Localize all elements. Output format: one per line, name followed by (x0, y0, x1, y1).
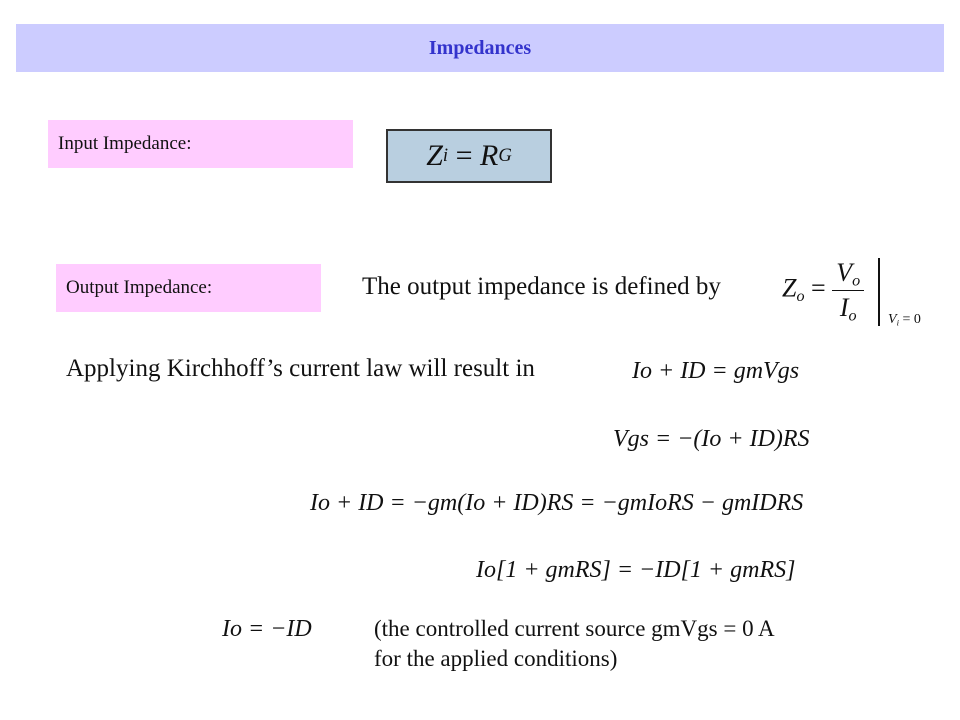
input-impedance-formula: Z i = R G (386, 129, 552, 183)
note-line-1: (the controlled current source gmVgs = 0 A (374, 616, 775, 641)
equation-3: Io + ID = −gm(Io + ID)RS = −gmIoRS − gmIDRS (310, 490, 804, 516)
equation-4: Io[1 + gmRS] = −ID[1 + gmRS] (476, 557, 796, 583)
output-definition-text: The output impedance is defined by (362, 273, 721, 300)
note-line-2: for the applied conditions) (374, 646, 618, 671)
evaluation-condition: $V_i = 0$ (888, 312, 921, 328)
output-impedance-formula: $Z_o$ = $\frac{V_o}{I_o}$ (782, 258, 864, 323)
equation-2: Vgs = −(Io + ID)RS (613, 426, 810, 452)
kcl-text: Applying Kirchhoff’s current law will result in (66, 355, 535, 382)
evaluation-bar (878, 258, 880, 326)
output-impedance-label: Output Impedance: (56, 264, 321, 312)
equation-1: Io + ID = gmVgs (632, 358, 800, 384)
page-title: Impedances (16, 24, 944, 72)
input-impedance-label: Input Impedance: (48, 120, 353, 168)
equation-5: Io = −ID (222, 616, 312, 642)
